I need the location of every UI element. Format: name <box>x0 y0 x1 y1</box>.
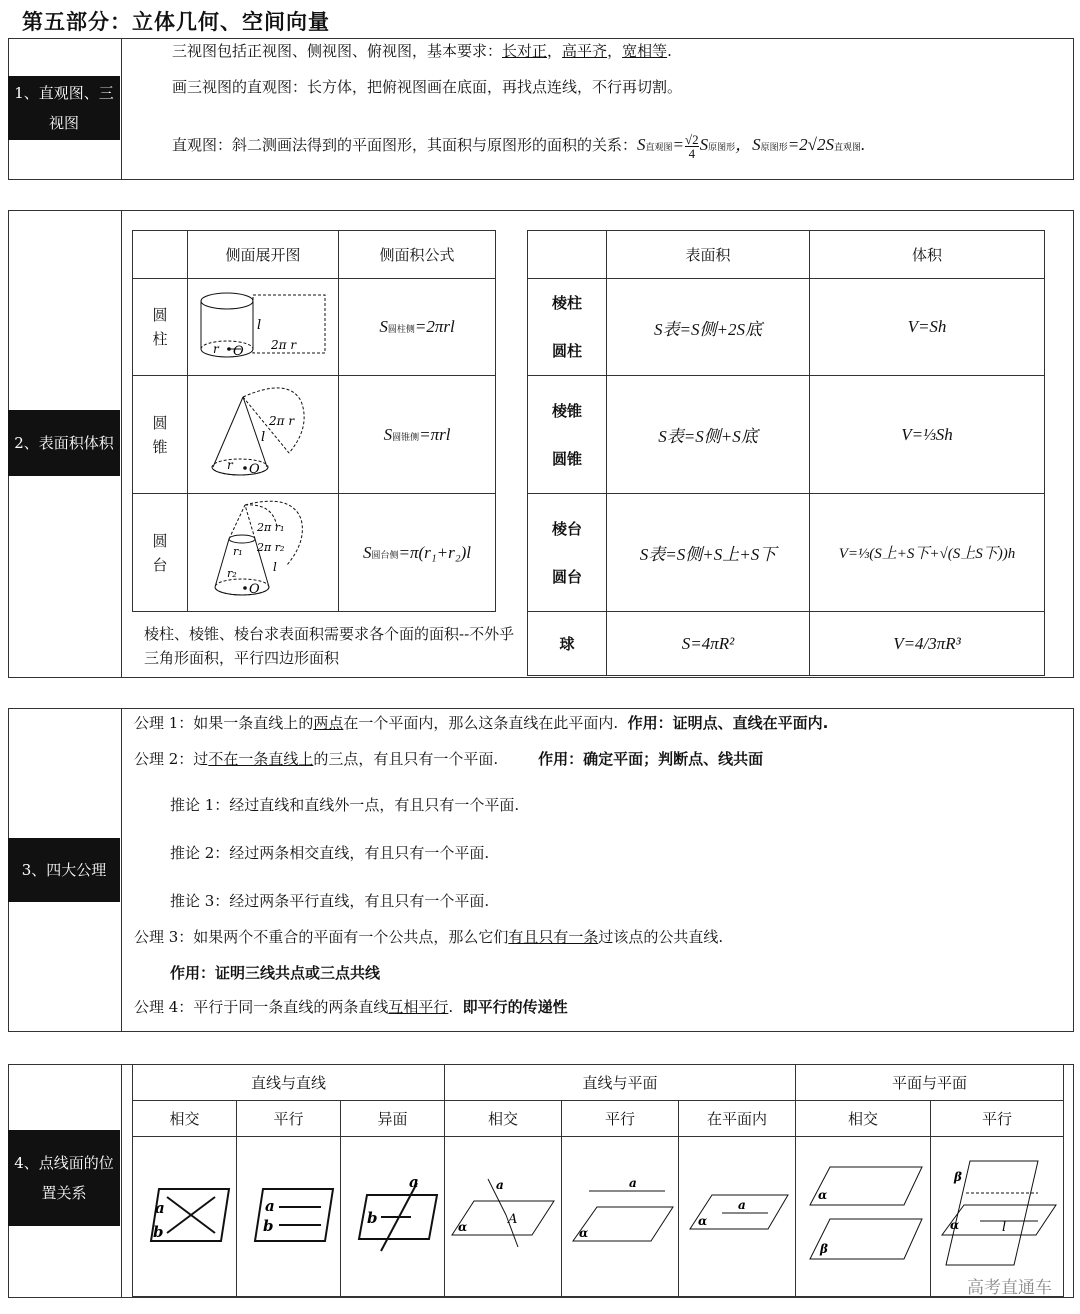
axiom-3: 公理 3：如果两个不重合的平面有一个公共点，那么它们有且只有一条过该点的公共直线. <box>134 928 724 946</box>
svg-text:l: l <box>261 429 266 445</box>
rt-row-name: 球 <box>528 612 607 676</box>
svg-text:A: A <box>508 1211 518 1227</box>
rt-header-1: 表面积 <box>607 231 810 279</box>
axiom-1: 公理 1：如果一条直线上的两点在一个平面内，那么这条直线在此平面内. 作用：证明点、直线在平面内. <box>134 714 829 732</box>
s1-line2: 画三视图的直观图：长方体，把俯视图画在底面，再找点连线，不行再切割。 <box>172 78 683 96</box>
frustum-figure <box>193 497 333 605</box>
sub-header: 异面 <box>341 1101 445 1137</box>
lt-header-2: 侧面积公式 <box>339 231 496 279</box>
svg-text:a: a <box>154 1198 165 1217</box>
sub-header: 平行 <box>237 1101 341 1137</box>
svg-text:b: b <box>366 1208 377 1227</box>
s1-sep-2: ， <box>607 42 623 60</box>
rt-volume: V=⅓(S上+S下+√(S上S下))h <box>810 494 1045 612</box>
svg-text:a: a <box>264 1196 275 1215</box>
svg-text:β: β <box>954 1169 962 1184</box>
cone-figure <box>193 379 333 487</box>
area-volume-table <box>527 230 1045 676</box>
svg-text:a: a <box>738 1197 746 1212</box>
svg-text:r₁: r₁ <box>233 544 243 558</box>
svg-text:r: r <box>227 457 233 472</box>
fig-line-plane-parallel <box>562 1137 679 1297</box>
svg-text:a: a <box>408 1174 419 1191</box>
rt-volume: V=4/3πR³ <box>810 612 1045 676</box>
svg-text:β: β <box>820 1241 828 1256</box>
svg-text:r₂: r₂ <box>227 566 237 580</box>
section-2-divider <box>121 211 122 677</box>
svg-text:r: r <box>213 342 219 356</box>
rt-volume: V=⅓Sh <box>810 376 1045 494</box>
s1-line3-text: 直观图：斜二测画法得到的平面图形，其面积与原图形的面积的关系： <box>172 136 638 154</box>
rt-row-name: 棱台 圆台 <box>528 494 607 612</box>
svg-text:α: α <box>698 1213 708 1228</box>
svg-text:l: l <box>1002 1219 1007 1235</box>
sub-header: 相交 <box>133 1101 237 1137</box>
section-4-label: 4、点线面的位置关系 <box>8 1130 120 1226</box>
rt-header-0 <box>528 231 607 279</box>
fig-lines-intersect <box>133 1137 237 1297</box>
cone-net-figure <box>188 376 339 494</box>
svg-text:2π r₂: 2π r₂ <box>257 540 285 554</box>
s1-underline-3: 宽相等 <box>622 42 668 60</box>
svg-text:α: α <box>458 1219 468 1234</box>
s1-line3 <box>172 116 866 161</box>
s2-note: 棱柱、棱锥、棱台求表面积需要求各个面的面积--不外乎三角形面积，平行四边形面积 <box>144 625 515 667</box>
s1-end: . <box>667 42 672 60</box>
cylinder-figure <box>193 285 333 365</box>
s1-line1-text: 三视图包括正视图、侧视图、俯视图，基本要求： <box>172 42 503 60</box>
svg-text:α: α <box>950 1217 960 1232</box>
rt-area: S=4πR² <box>607 612 810 676</box>
s1-underline-2: 高平齐 <box>562 42 608 60</box>
watermark: 高考直通车 <box>967 1278 1052 1298</box>
fig-planes-intersect-placeholder <box>796 1137 931 1297</box>
section-3-divider <box>121 709 122 1031</box>
corollary-1: 推论 1：经过直线和直线外一点，有且只有一个平面. <box>170 796 520 814</box>
svg-text:O: O <box>249 581 260 597</box>
section-1-divider <box>121 39 122 179</box>
rt-row-name: 棱柱 圆柱 <box>528 279 607 376</box>
frustum-net-figure <box>188 494 339 612</box>
lateral-area-table <box>132 230 496 612</box>
svg-text:a: a <box>496 1177 504 1192</box>
cylinder-net-figure <box>188 279 339 376</box>
section-4-divider <box>121 1065 122 1297</box>
lt-row-name: 圆台 <box>133 494 188 612</box>
rt-area: S表=S侧+2S底 <box>607 279 810 376</box>
corollary-3: 推论 3：经过两条平行直线，有且只有一个平面. <box>170 892 490 910</box>
position-relations-table <box>132 1064 1064 1297</box>
lt-formula-frustum: S圆台侧=π(r₁+r₂)l <box>339 494 496 612</box>
fig-lines-parallel <box>237 1137 341 1297</box>
svg-text:α: α <box>579 1225 589 1240</box>
s1-formula: S直观图= $\frac{√2}{4}$ S原图形，S原图形=2√2S直观图. <box>637 131 866 161</box>
sub-header: 相交 <box>796 1101 931 1137</box>
rt-area: S表=S侧+S上+S下 <box>607 494 810 612</box>
fig-lines-skew <box>341 1137 445 1297</box>
svg-text:2π r: 2π r <box>271 338 297 352</box>
lt-row-name: 圆锥 <box>133 376 188 494</box>
s1-sep-1: ， <box>547 42 563 60</box>
svg-text:l: l <box>257 318 262 333</box>
rt-header-2: 体积 <box>810 231 1045 279</box>
axiom-2: 公理 2：过不在一条直线上的三点，有且只有一个平面. 作用：确定平面；判断点、线共面 <box>134 750 764 768</box>
lt-header-1: 侧面展开图 <box>188 231 339 279</box>
svg-text:2π r: 2π r <box>269 413 295 428</box>
group-plane-plane: 平面与平面 <box>796 1065 1064 1101</box>
sub-header: 平行 <box>931 1101 1064 1137</box>
axiom-3-use: 作用：证明三线共点或三点共线 <box>170 964 381 982</box>
page-title: 第五部分：立体几何、空间向量 <box>22 10 330 34</box>
axiom-4: 公理 4：平行于同一条直线的两条直线互相平行. 即平行的传递性 <box>134 998 568 1016</box>
group-line-line: 直线与直线 <box>133 1065 445 1101</box>
fig-line-plane-intersect <box>445 1137 562 1297</box>
rt-area: S表=S侧+S底 <box>607 376 810 494</box>
svg-text:b: b <box>262 1216 273 1235</box>
group-line-plane: 直线与平面 <box>445 1065 796 1101</box>
svg-text:l: l <box>273 559 277 574</box>
rt-row-name: 棱锥 圆锥 <box>528 376 607 494</box>
section-1-label: 1、直观图、三视图 <box>8 76 120 140</box>
fig-line-in-plane <box>679 1137 796 1297</box>
section-2-label: 2、表面积体积 <box>8 410 120 476</box>
section-3-label: 3、四大公理 <box>8 838 120 902</box>
svg-text:a: a <box>629 1175 637 1190</box>
sub-header: 在平面内 <box>679 1101 796 1137</box>
svg-text:b: b <box>152 1222 163 1241</box>
lt-header-0 <box>133 231 188 279</box>
lt-row-name: 圆柱 <box>133 279 188 376</box>
lt-formula-cone: S圆锥侧=πrl <box>339 376 496 494</box>
svg-text:α: α <box>818 1187 828 1202</box>
s1-line1 <box>172 40 672 61</box>
corollary-2: 推论 2：经过两条相交直线，有且只有一个平面. <box>170 844 490 862</box>
svg-text:2π r₁: 2π r₁ <box>257 520 285 534</box>
svg-text:O: O <box>233 344 244 359</box>
svg-text:O: O <box>249 461 260 477</box>
rt-volume: V=Sh <box>810 279 1045 376</box>
lt-formula-cylinder: S圆柱侧=2πrl <box>339 279 496 376</box>
sub-header: 平行 <box>562 1101 679 1137</box>
s1-underline-1: 长对正 <box>502 42 548 60</box>
sub-header: 相交 <box>445 1101 562 1137</box>
